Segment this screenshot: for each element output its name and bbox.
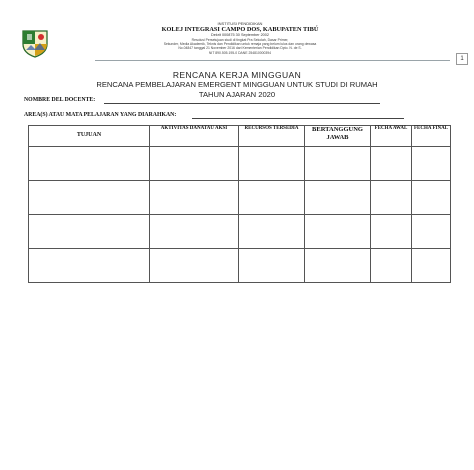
area-subject-field[interactable] <box>192 118 404 119</box>
cell-tujuan[interactable] <box>29 147 150 181</box>
area-label: AREA(S) ATAU MATA PELAJARAN YANG DIARAHKAN: <box>24 112 177 118</box>
school-crest-logo <box>20 28 50 58</box>
school-year: TAHUN AJARAN 2020 <box>198 90 276 99</box>
header-resolution-line: Resolusi Persetujuan studi di tingkat Pra Sekolah, Dasar Primer, <box>191 37 289 42</box>
cell-bertanggung-jawab[interactable] <box>305 215 371 249</box>
table-row <box>29 147 451 181</box>
cell-fecha-awal[interactable] <box>371 249 412 283</box>
cell-bertanggung-jawab[interactable] <box>305 181 371 215</box>
cell-fecha-final[interactable] <box>412 181 451 215</box>
column-header-bertanggung-jawab: BERTANGGUNG JAWAB <box>305 126 371 147</box>
cell-fecha-final[interactable] <box>412 249 451 283</box>
cell-tujuan[interactable] <box>29 249 150 283</box>
cell-fecha-final[interactable] <box>412 147 451 181</box>
cell-recursos[interactable] <box>239 181 305 215</box>
cell-tujuan[interactable] <box>29 181 150 215</box>
document-subtitle: RENCANA PEMBELAJARAN EMERGENT MINGGUAN UNTUK STUDI DI RUMAH <box>96 80 378 89</box>
cell-recursos[interactable] <box>239 249 305 283</box>
cell-aktivitas[interactable] <box>150 181 239 215</box>
cell-aktivitas[interactable] <box>150 249 239 283</box>
cell-fecha-awal[interactable] <box>371 215 412 249</box>
cell-aktivitas[interactable] <box>150 147 239 181</box>
header-divider <box>95 60 450 61</box>
column-header-fecha-final: FECHA FINAL <box>412 126 451 147</box>
header-nit-line: NIT 890.505.195-0 DANE 254810000394 <box>208 50 272 55</box>
cell-recursos[interactable] <box>239 215 305 249</box>
institution-header <box>120 22 360 55</box>
column-header-aktivitas: AKTIVITAS DANATAU AKSI <box>150 126 239 147</box>
table-header-row <box>29 126 451 147</box>
table-row <box>29 215 451 249</box>
column-header-tujuan: TUJUAN <box>29 126 150 147</box>
column-header-fecha-awal: FECHA AWAL <box>371 126 412 147</box>
cell-fecha-awal[interactable] <box>371 147 412 181</box>
document-title: RENCANA KERJA MINGGUAN <box>172 70 302 80</box>
cell-tujuan[interactable] <box>29 215 150 249</box>
cell-bertanggung-jawab[interactable] <box>305 147 371 181</box>
cell-aktivitas[interactable] <box>150 215 239 249</box>
cell-fecha-awal[interactable] <box>371 181 412 215</box>
school-name: KOLEJ INTEGRASI CAMPO DOS, KABUPATEN TIBÚ <box>161 26 319 33</box>
teacher-label: NOMBRE DEL DOCENTE: <box>24 97 96 103</box>
cell-fecha-final[interactable] <box>412 215 451 249</box>
work-plan-table <box>28 125 451 283</box>
header-levels-line: Sekunder, Media Akademik, Teknis dan Pendidikan untuk remaja yang belum lulus dan orang dewasa <box>163 42 317 47</box>
header-overline: INSTITUSI PENDIDIKAN <box>217 21 263 26</box>
table-row <box>29 181 451 215</box>
header-ministry-line: No.04847 tanggal 21 November 2016 dari Kementerian Pendidikan Dpto. N. de S. <box>178 46 302 51</box>
column-header-recursos: RECURSOS TERSEDIA <box>239 126 305 147</box>
table-row <box>29 249 451 283</box>
page-number: 1 <box>456 53 468 65</box>
cell-bertanggung-jawab[interactable] <box>305 249 371 283</box>
teacher-name-field[interactable] <box>104 103 380 104</box>
cell-recursos[interactable] <box>239 147 305 181</box>
header-decree-line: Dekrit 000875 30 September 2002 <box>210 33 270 38</box>
